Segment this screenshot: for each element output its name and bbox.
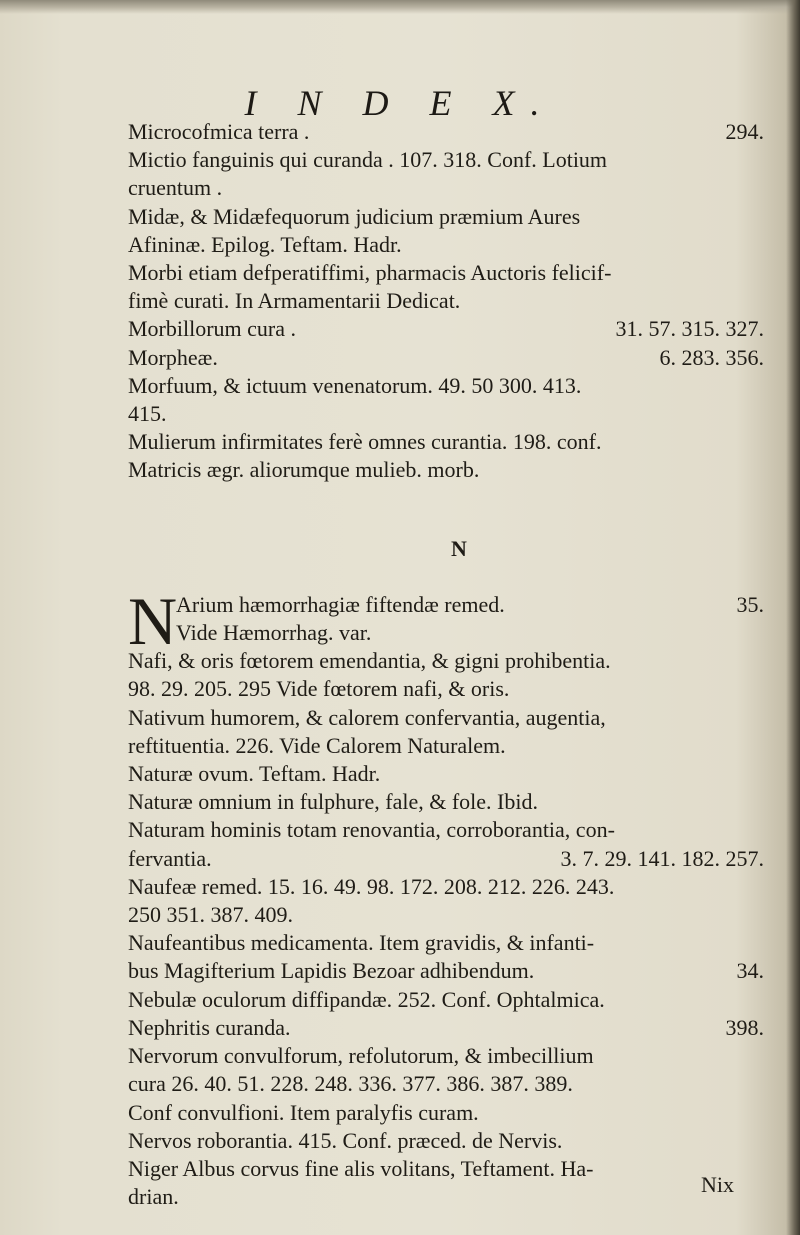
- index-entry: [128, 1155, 764, 1211]
- entry-line: Morbi etiam defperatiffimi, pharmacis Auctoris felicif-: [128, 260, 612, 286]
- entry-line: Conf convulfioni. Item paralyfis curam.: [128, 1099, 479, 1125]
- page-reference: 34.: [736, 958, 764, 984]
- entry-line: Afininæ. Epilog. Teftam. Hadr.: [128, 231, 402, 257]
- entry-line: Mulierum infirmitates ferè omnes curantia. 198. conf.: [128, 429, 602, 455]
- drop-cap: N: [128, 582, 178, 659]
- page-top-edge: [0, 0, 800, 14]
- entry-line: 250 351. 387. 409.: [128, 902, 293, 928]
- index-entry: [128, 816, 764, 872]
- entry-line: Nativum humorem, & calorem confervantia, augentia,: [128, 704, 606, 730]
- entry-line: Nervos roborantia. 415. Conf. præced. de Nervis.: [128, 1127, 563, 1153]
- index-entry: [128, 372, 764, 428]
- entry-line: Morpheæ.: [128, 344, 218, 370]
- page-gutter-shadow: [786, 0, 800, 1235]
- entry-line: Nafi, & oris fœtorem emendantia, & gigni prohibentia.: [128, 648, 611, 674]
- index-entry: [128, 647, 764, 703]
- index-entry: [128, 428, 764, 484]
- entry-line: 415.: [128, 401, 167, 427]
- page-reference: 31. 57. 315. 327.: [615, 316, 764, 342]
- entry-line: Vide Hæmorrhag. var.: [176, 620, 372, 646]
- entry-line: Morbillorum cura .: [128, 316, 297, 342]
- entry-line: Morfuum, & ictuum venenatorum. 49. 50 300. 413.: [128, 372, 582, 398]
- index-entry: [128, 873, 764, 929]
- index-content: [128, 118, 764, 1211]
- entry-line: Nephritis curanda.: [128, 1014, 291, 1040]
- entry-line: 98. 29. 205. 295 Vide fœtorem nafi, & oris.: [128, 676, 510, 702]
- entry-line: Arium hæmorrhagiæ fiftendæ remed.: [176, 591, 505, 617]
- entry-line: fervantia.: [128, 845, 212, 871]
- entry-line: Microcofmica terra .: [128, 119, 310, 144]
- index-entry: [128, 259, 764, 315]
- entry-line: reftituentia. 226. Vide Calorem Naturalem.: [128, 732, 506, 758]
- page-reference: 35.: [736, 591, 764, 617]
- index-entry: [128, 146, 764, 202]
- entry-line: cura 26. 40. 51. 228. 248. 336. 377. 386. 387. 389.: [128, 1071, 573, 1097]
- index-entry: [128, 118, 764, 146]
- index-entry: [128, 1127, 764, 1155]
- index-entry: [128, 929, 764, 985]
- catchword: Nix: [701, 1172, 734, 1197]
- entry-line: Mictio fanguinis qui curanda . 107. 318. Conf. Lotium: [128, 147, 608, 173]
- entry-line: Naturæ omnium in fulphure, fale, & fole. Ibid.: [128, 789, 538, 815]
- entry-line: Niger Albus corvus fine alis volitans, Teftament. Ha-: [128, 1155, 594, 1181]
- index-entry: [128, 1014, 764, 1042]
- entry-line: Naturam hominis totam renovantia, corroborantia, con-: [128, 817, 615, 843]
- entry-line: Naufeæ remed. 15. 16. 49. 98. 172. 208. 212. 226. 243.: [128, 873, 615, 899]
- index-entry: [128, 344, 764, 372]
- page-reference: 398.: [725, 1014, 764, 1040]
- index-entry: [128, 1042, 764, 1127]
- index-list-n: [128, 647, 764, 1211]
- index-entry: [128, 704, 764, 760]
- entry-line: Naufeantibus medicamenta. Item gravidis, & infanti-: [128, 930, 595, 956]
- page-reference: 294.: [725, 119, 764, 144]
- index-entry: [128, 788, 764, 816]
- index-entry: [128, 315, 764, 343]
- section-letter: N: [451, 535, 467, 561]
- index-entry: [128, 986, 764, 1014]
- entry-line: Nebulæ oculorum diffipandæ. 252. Conf. Ophtalmica.: [128, 986, 605, 1012]
- entry-line: Nervorum convulforum, refolutorum, & imbecillium: [128, 1043, 594, 1069]
- entry-line: Midæ, & Midæfequorum judicium præmium Aures: [128, 203, 581, 229]
- entry-line: cruentum .: [128, 175, 223, 201]
- entry-line: fimè curati. In Armamentarii Dedicat.: [128, 288, 461, 314]
- entry-line: drian.: [128, 1184, 179, 1210]
- index-list-m: [128, 118, 764, 485]
- index-entry: [128, 760, 764, 788]
- index-entry: [128, 203, 764, 259]
- page-header: I N D E X.: [244, 83, 556, 123]
- entry-line: Naturæ ovum. Teftam. Hadr.: [128, 761, 381, 787]
- index-entry-dropcap: [128, 582, 764, 659]
- entry-line: bus Magifterium Lapidis Bezoar adhibendum.: [128, 958, 535, 984]
- page-reference: 3. 7. 29. 141. 182. 257.: [560, 845, 764, 871]
- entry-line: Matricis ægr. aliorumque mulieb. morb.: [128, 457, 480, 483]
- page-reference: 6. 283. 356.: [659, 344, 764, 370]
